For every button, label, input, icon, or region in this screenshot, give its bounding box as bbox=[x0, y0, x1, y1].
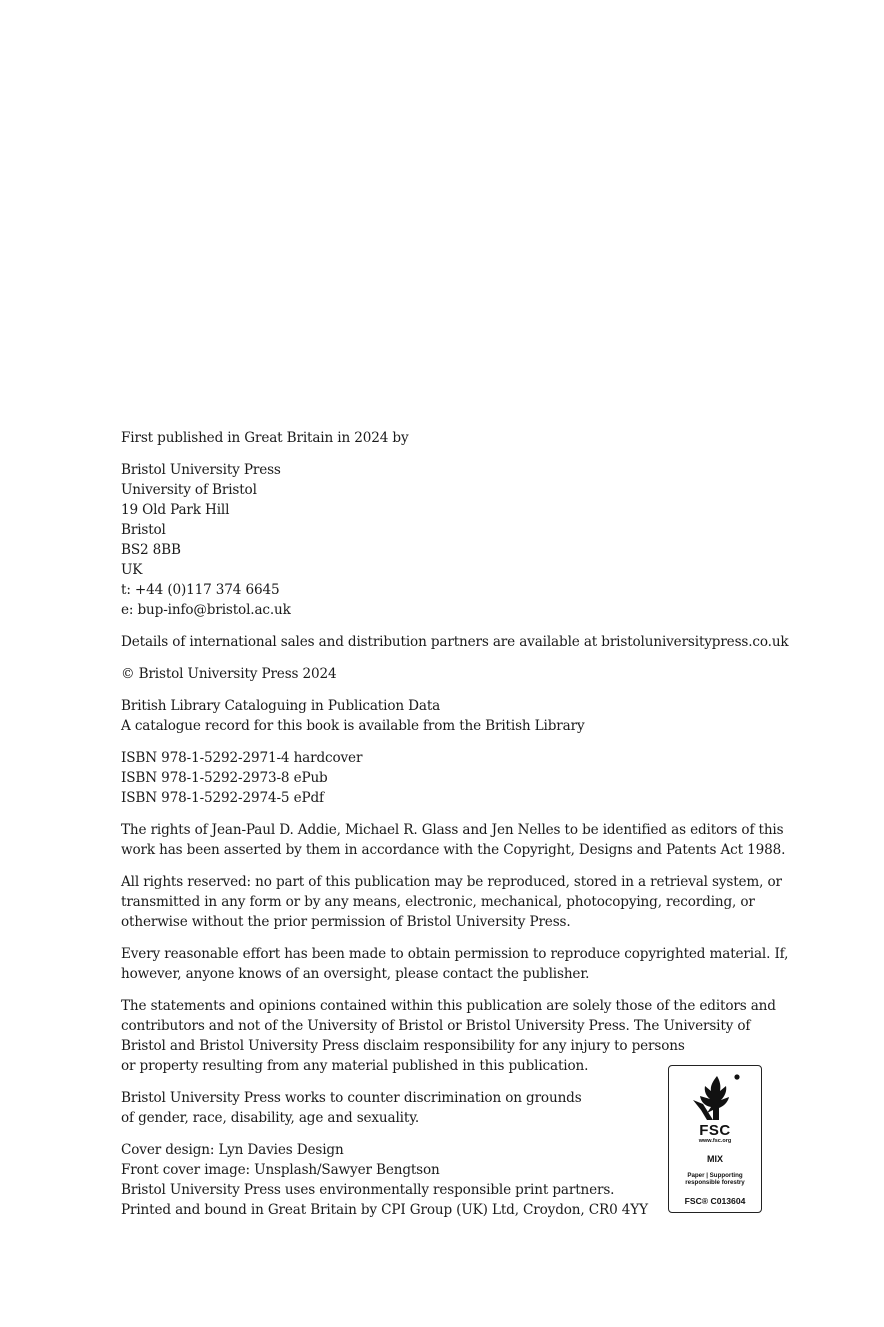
reserved-line: otherwise without the prior permission of Bristol University Press. bbox=[121, 914, 571, 930]
distribution-note bbox=[121, 632, 789, 652]
discrimination-line: of gender, race, disability, age and sexuality. bbox=[121, 1110, 420, 1126]
all-rights-reserved bbox=[121, 872, 782, 932]
fsc-name: FSC bbox=[699, 1122, 731, 1139]
email-line: e: bup-info@bristol.ac.uk bbox=[121, 602, 291, 618]
fsc-certification-logo bbox=[668, 1065, 762, 1213]
fsc-url: www.fsc.org bbox=[698, 1138, 732, 1144]
telephone-line: t: +44 (0)117 374 6645 bbox=[121, 582, 280, 598]
fsc-tree-check-icon bbox=[683, 1072, 747, 1124]
disclaimer-line: contributors and not of the University of Bristol or Bristol University Press. The University of bbox=[121, 1018, 751, 1034]
permissions-note bbox=[121, 944, 789, 984]
rights-line: The rights of Jean-Paul D. Addie, Michael R. Glass and Jen Nelles to be identified as editors of this bbox=[121, 822, 784, 838]
disclaimer-line: The statements and opinions contained within this publication are solely those of the editors and bbox=[121, 998, 776, 1014]
disclaimer bbox=[121, 996, 776, 1076]
address-line: Bristol bbox=[121, 522, 166, 538]
printer-credit: Printed and bound in Great Britain by CPI Group (UK) Ltd, Croydon, CR0 4YY bbox=[121, 1202, 648, 1218]
permissions-line: however, anyone knows of an oversight, please contact the publisher. bbox=[121, 966, 590, 982]
fsc-mix-label: MIX bbox=[706, 1154, 723, 1164]
cover-design-credit: Cover design: Lyn Davies Design bbox=[121, 1142, 344, 1158]
isbn-epdf: ISBN 978-1-5292-2974-5 ePdf bbox=[121, 790, 324, 806]
cover-image-credit: Front cover image: Unsplash/Sawyer Bengtson bbox=[121, 1162, 440, 1178]
address-line: 19 Old Park Hill bbox=[121, 502, 230, 518]
first-published bbox=[121, 428, 766, 448]
cataloguing-data bbox=[121, 696, 766, 736]
copyright-notice bbox=[121, 664, 766, 684]
cataloguing-line: A catalogue record for this book is available from the British Library bbox=[121, 718, 585, 734]
address-line: BS2 8BB bbox=[121, 542, 181, 558]
copyright-line: © Bristol University Press 2024 bbox=[121, 666, 337, 682]
permissions-line: Every reasonable effort has been made to obtain permission to reproduce copyrighted material. If, bbox=[121, 946, 789, 962]
print-partners-note: Bristol University Press uses environmentally responsible print partners. bbox=[121, 1182, 615, 1198]
rights-statement bbox=[121, 820, 786, 860]
publisher-address bbox=[121, 460, 766, 620]
fsc-claim-line: responsible forestry bbox=[685, 1179, 745, 1186]
isbn-epub: ISBN 978-1-5292-2973-8 ePub bbox=[121, 770, 328, 786]
fsc-claim bbox=[671, 1172, 759, 1186]
address-line: University of Bristol bbox=[121, 482, 257, 498]
first-published-line: First published in Great Britain in 2024 by bbox=[121, 430, 409, 446]
disclaimer-line: Bristol and Bristol University Press disclaim responsibility for any injury to persons bbox=[121, 1038, 685, 1054]
isbn-hardcover: ISBN 978-1-5292-2971-4 hardcover bbox=[121, 750, 363, 766]
fsc-claim-line: Paper | Supporting bbox=[687, 1172, 743, 1179]
reserved-line: All rights reserved: no part of this publication may be reproduced, stored in a retrieval system, or bbox=[121, 874, 782, 890]
address-line: UK bbox=[121, 562, 143, 578]
discrimination-line: Bristol University Press works to counter discrimination on grounds bbox=[121, 1090, 582, 1106]
reserved-line: transmitted in any form or by any means, electronic, mechanical, photocopying, recording, or bbox=[121, 894, 755, 910]
address-line: Bristol University Press bbox=[121, 462, 281, 478]
disclaimer-line: or property resulting from any material published in this publication. bbox=[121, 1058, 589, 1074]
rights-line: work has been asserted by them in accordance with the Copyright, Designs and Patents Act 1988. bbox=[121, 842, 786, 858]
fsc-license-code: FSC® C013604 bbox=[684, 1196, 746, 1206]
cataloguing-line: British Library Cataloguing in Publication Data bbox=[121, 698, 441, 714]
distribution-line: Details of international sales and distribution partners are available at bristoluniversitypress.co.uk bbox=[121, 634, 789, 650]
isbn-list bbox=[121, 748, 766, 808]
